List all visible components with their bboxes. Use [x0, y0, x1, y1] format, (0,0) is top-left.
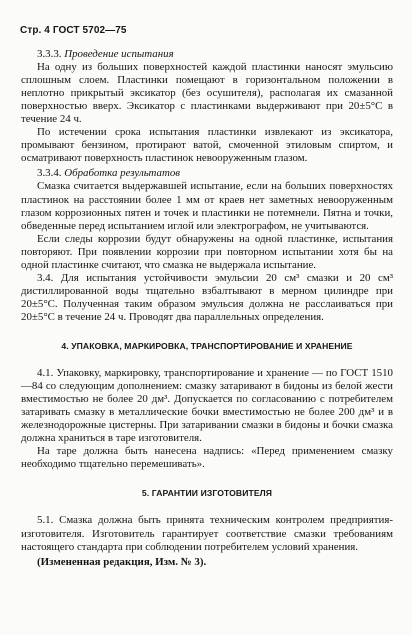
paragraph-3-4: 3.4. Для испытания устойчивости эмульсии 20 см³ смазки и 20 см³ дистиллированной воды тщательно взбалтывают в мерном цилиндре при 20±5°С. Полученная таким образом эмульсия должна не расслаиваться при 20±5°С в течение 24 ч. Проводят два параллельных определения. — [21, 271, 393, 323]
subsection-title: Обработка результатов — [64, 167, 181, 180]
amendment-note: (Измененная редакция, Изм. № 3). — [37, 555, 207, 568]
paragraph: На одну из больших поверхностей каждой пластинки наносят эмульсию сплошным слоем. Пластинки помещают в горизонтальном положении в неплотно прикрытый эксикатор (без осушителя), располагая их смазанной поверхностью вверх. Эксикатор с пластинками выдерживают при 20±5°С в течение 24 ч. — [21, 61, 393, 126]
paragraph: На таре должна быть нанесена надпись: «Перед применением смазку необходимо тщательно перемешивать». — [21, 445, 393, 471]
page-header: Стр. 4 ГОСТ 5702—75 — [20, 25, 127, 36]
subsection-number: 3.3.3. — [37, 48, 62, 60]
section-heading-4: 4. УПАКОВКА, МАРКИРОВКА, ТРАНСПОРТИРОВАНИЕ И ХРАНЕНИЕ — [61, 340, 353, 351]
paragraph: По истечении срока испытания пластинки извлекают из эксикатора, промывают бензином, протирают ватой, смоченной этиловым спиртом, и осматривают поверхность пластинок невооруженным глазом. — [21, 126, 393, 165]
subsection-number: 3.3.4. — [37, 167, 62, 180]
subsection-heading-3-3-4 — [21, 167, 393, 180]
paragraph: Смазка считается выдержавшей испытание, если на больших поверхностях пластинок на расстоянии более 1 мм от краев нет заметных невооруженным глазом коррозионных пятен и точек и пластинки не потемнели. Пятна и точки, обведенные перед испытанием иглой или электрографом, не учитываются. — [21, 180, 393, 232]
paragraph: 4.1. Упаковку, маркировку, транспортирование и хранение — по ГОСТ 1510—84 со следующим дополнением: смазку затаривают в бидоны из белой жести вместимостью не более 20 дм³. Допускается по согласованию с потребителем затаривать смазку в металлические бочки вместимостью не более 200 дм³ и в железнодорожные цистерны. При затаривании смазки в бидоны и бочки смазка должна храниться в таре изготовителя. — [21, 367, 393, 445]
paragraph: 5.1. Смазка должна быть принята техническим контролем предприятия-изготовителя. Изготовитель гарантирует соответствие смазки требованиям настоящего стандарта при соблюдении потребителем условий хранения. — [21, 514, 393, 553]
section-heading-5: 5. ГАРАНТИИ ИЗГОТОВИТЕЛЯ — [141, 488, 273, 499]
subsection-heading-3-3-3 — [21, 48, 393, 61]
paragraph: Если следы коррозии будут обнаружены на одной пластинке, испытания повторяют. При появлении коррозии при повторном испытании хотя бы на одной пластинке считают, что смазка не выдержала испытание. — [21, 232, 393, 271]
page-content — [21, 46, 393, 569]
subsection-title: Проведение испытания — [64, 48, 174, 60]
